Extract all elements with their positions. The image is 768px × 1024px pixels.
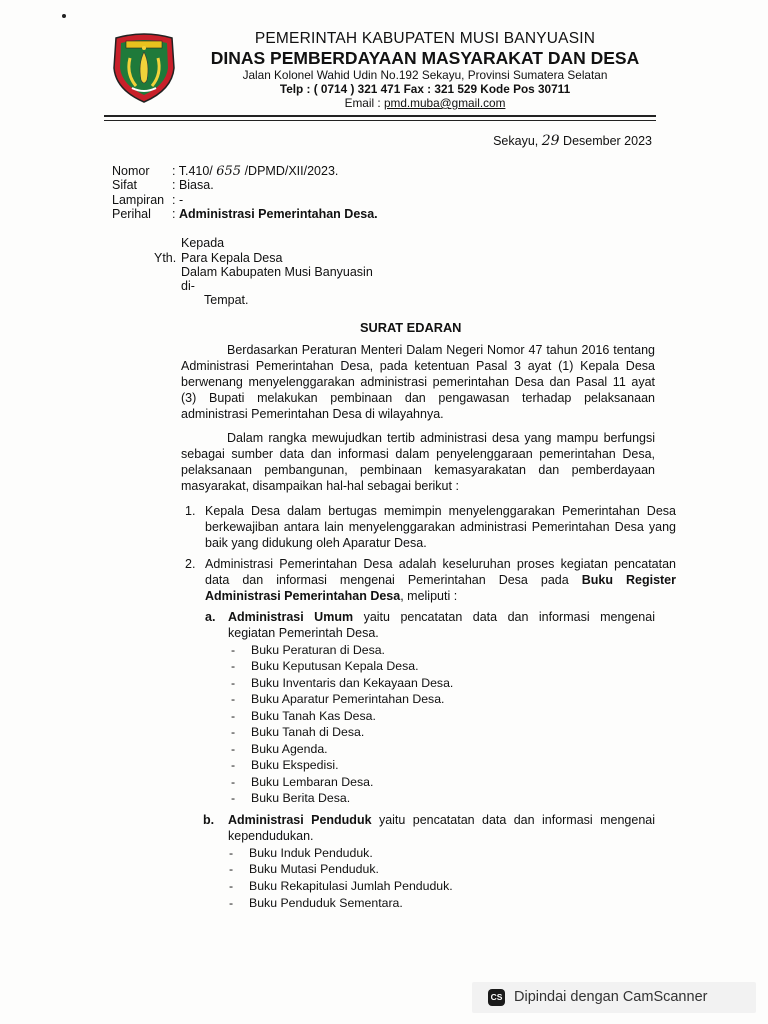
letterhead-phone: Telp : ( 0714 ) 321 471 Fax : 321 529 Kode Pos 30711 [279,82,571,96]
date-month-year: Desember 2023 [563,134,652,148]
sifat-label: Sifat [112,178,138,192]
item-1-text: Kepala Desa dalam bertugas memimpin menyelenggarakan Pemerintahan Desa berkewajiban antara lain menyelenggarakan administrasi Pemerintahan Desa yang baik yang didukung oleh Aparatur Desa. [205,504,676,550]
letterhead-address: Jalan Kolonel Wahid Udin No.192 Sekayu, Provinsi Sumatera Selatan [242,68,608,82]
sub-a-letter: a. [205,610,216,624]
document-page: PEMERINTAH KABUPATEN MUSI BANYUASIN DINAS PEMBERDAYAAN MASYARAKAT DAN DESA Jalan Kolonel Wahid Udin No.192 Sekayu, Provinsi Sumatera Selatan Telp : ( 0714 ) 321 471 Fax : 321 529 Kode Pos 30711 Email : pmd.muba@gmail.com Sekayu, 29 Desember 2023 Nomor : T.410/ 655 /DPMD/XII/2023. Sifat : Biasa. Lampiran : - Perihal : Administrasi Pemerintahan Desa. Kepada Yth. Para Kepala Desa Dalam Kabupaten Musi Banyuasin di- Tempat. SURAT EDARAN Berdasarkan Peraturan Menteri Dalam Negeri Nomor 47 tahun 2016 tentang Administrasi Pemerintahan Desa, pada ketentuan Pasal 3 ayat (1) Kepala Desa berwenang menyelenggarakan administrasi pemerintahan Desa dan Pasal 11 ayat (3) Bupati melakukan pembinaan dan pengawasan terhadap pelaksanaan administrasi Pemerintahan Desa di wilayahnya. Dalam rangka mewujudkan tertib administrasi desa yang mampu berfungsi sebagai sumber data dan informasi dalam penyelenggaraan pemerintahan Desa, pelaksanaan pembangunan, pembinaan kemasyarakatan dan pemberdayaan masyarakat, disampaikan hal-hal sebagai berikut : 1. Kepala Desa dalam bertugas memimpin menyelenggarakan Pemerintahan Desa berkewajiban antara lain menyelenggarakan administrasi Pemerintahan Desa yang baik yang didukung oleh Aparatur Desa. 2. Administrasi Pemerintahan Desa adalah keseluruhan proses kegiatan pencatatan data dan informasi mengenai Pemerintahan Desa pada Buku Register Administrasi Pemerintahan Desa, meliputi : a. Administrasi Umum yaitu pencatatan data dan informasi mengenai kegiatan Pemerintah Desa. - Buku Peraturan di Desa. - Buku Keputusan Kepala Desa. - Buku Inventaris dan Kekayaan Desa. - Buku Aparatur Pemerintahan Desa. - Buku Tanah Kas Desa. - Buku Tanah di Desa. - Buku Agenda. - Buku Ekspedisi. - Buku Lembaran Desa. - Buku Berita Desa. b. Administrasi Penduduk yaitu pencatatan data dan informasi mengenai kependudukan. - Buku Induk Penduduk. - Buku Mutasi Penduduk. - Buku Rekapitulasi Jumlah Penduduk. - Buku Penduduk Sementara. CS Dipindai dengan CamScanner [0,0,768,1024]
camscanner-icon: CS [488,989,505,1006]
nomor-handwritten: 655 [216,164,242,179]
sifat-value: : Biasa. [172,178,214,192]
perihal-label: Perihal [112,207,151,221]
letterhead-government: PEMERINTAH KABUPATEN MUSI BANYUASIN [254,30,596,47]
item-1-number: 1. [185,504,196,518]
item-2-text: Administrasi Pemerintahan Desa adalah keseluruhan proses kegiatan pencatatan data dan informasi mengenai Pemerintahan Desa pada Buku Register Administrasi Pemerintahan Desa, meliputi : [205,557,677,603]
recipient-kepada: Kepada [181,236,225,250]
paragraph-2: Dalam rangka mewujudkan tertib administrasi desa yang mampu berfungsi sebagai sumber data dan informasi dalam penyelenggaraan pemerintahan Desa, pelaksanaan pembangunan, pembinaan kemasyarakatan dan pemberdayaan masyarakat, disampaikan hal-hal sebagai berikut : [181,431,655,493]
letter-date [493,133,652,149]
recipient-di: di- [181,279,195,293]
recipient-line2: Dalam Kabupaten Musi Banyuasin [181,265,373,279]
letterhead-email-line [190,96,660,110]
letter-title: SURAT EDARAN [360,320,462,335]
regency-emblem-logo [108,28,180,104]
scan-speck [62,14,66,18]
nomor-value: : T.410/ 655 /DPMD/XII/2023. [172,164,339,179]
camscanner-watermark [472,982,756,1013]
perihal-value: : Administrasi Pemerintahan Desa. [172,207,378,221]
lampiran-label: Lampiran [112,193,165,207]
date-day-handwritten: 29 [541,133,560,149]
recipient-tempat: Tempat. [204,293,249,307]
sub-b-text: Administrasi Penduduk yaitu pencatatan data dan informasi mengenai kependudukan. [228,813,655,843]
sub-b-letter: b. [203,813,215,827]
recipient-yth: Yth. [154,251,177,265]
email-address: pmd.muba@gmail.com [383,96,506,110]
date-city: Sekayu, [493,134,539,148]
letterhead-rule-thin [104,120,656,121]
camscanner-label: Dipindai dengan CamScanner [514,989,708,1005]
recipient-line1: Para Kepala Desa [181,251,283,265]
lampiran-value: : - [172,193,184,207]
sub-a-text: Administrasi Umum yaitu pencatatan data dan informasi mengenai kegiatan Pemerintah Desa. [228,610,655,640]
nomor-label: Nomor [112,164,150,178]
letterhead-rule-thick [104,115,656,117]
email-label: Email : [344,96,384,110]
paragraph-1: Berdasarkan Peraturan Menteri Dalam Negeri Nomor 47 tahun 2016 tentang Administrasi Pemerintahan Desa, pada ketentuan Pasal 3 ayat (1) Kepala Desa berwenang menyelenggarakan administrasi pemerintahan Desa dan Pasal 11 ayat (3) Bupati melakukan pembinaan dan pengawasan terhadap pelaksanaan administrasi Pemerintahan Desa di wilayahnya. [181,343,655,421]
item-2-number: 2. [185,557,196,571]
letterhead-agency: DINAS PEMBERDAYAAN MASYARAKAT DAN DESA [210,48,640,68]
